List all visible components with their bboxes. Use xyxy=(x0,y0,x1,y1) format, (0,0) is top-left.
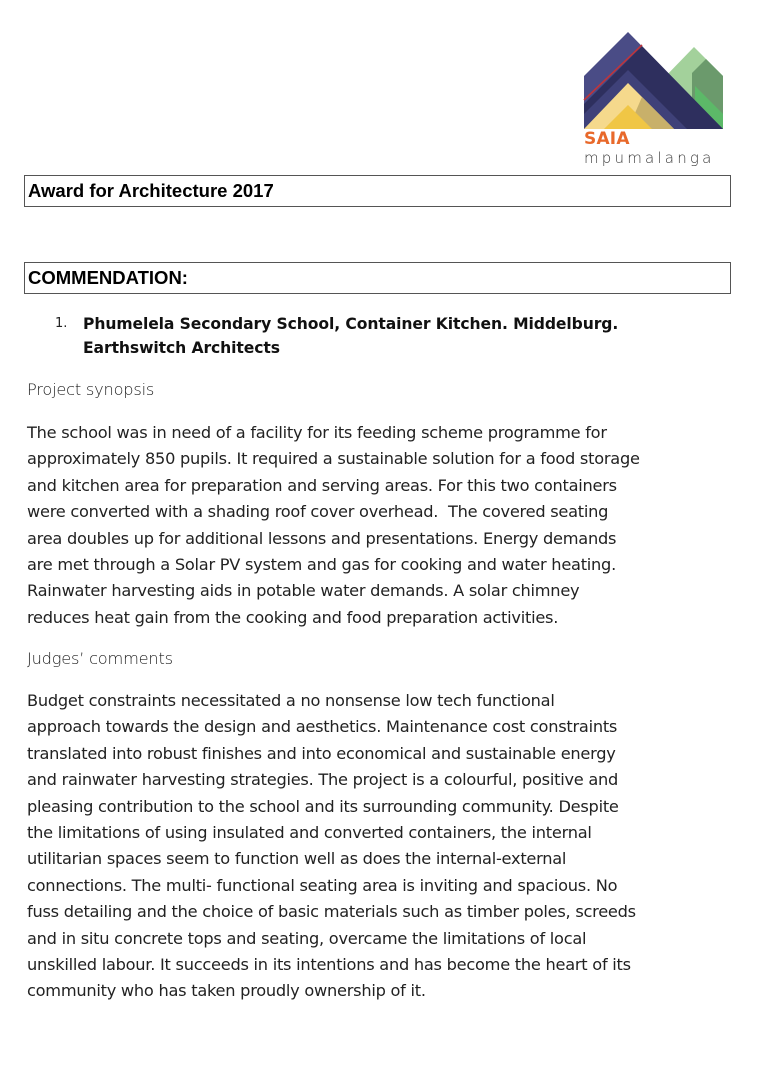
entry-title-line: Phumelela Secondary School, Container Kitchen. Middelburg. xyxy=(83,315,619,333)
synopsis-paragraph xyxy=(27,420,737,631)
mountain-roof-logo-icon xyxy=(582,30,728,132)
paragraph-line: and in situ concrete tops and seating, overcame the limitations of local xyxy=(27,928,587,948)
synopsis-label: Project synopsis xyxy=(27,380,155,399)
paragraph-line: are met through a Solar PV system and gas for cooking and water heating. xyxy=(27,555,616,575)
paragraph-line: translated into robust finishes and into economical and sustainable energy xyxy=(27,743,616,763)
paragraph-line: the limitations of using insulated and converted containers, the internal xyxy=(27,823,592,843)
judges-label: Judges’ comments xyxy=(27,649,173,668)
paragraph-line: utilitarian spaces seem to function well as does the internal-external xyxy=(27,849,567,869)
saia-mpumalanga-logo xyxy=(582,30,728,172)
commendation-heading-box xyxy=(24,262,731,294)
paragraph-line: Rainwater harvesting aids in potable water demands. A solar chimney xyxy=(27,581,580,601)
entry-title xyxy=(83,312,733,360)
paragraph-line: reduces heat gain from the cooking and food preparation activities. xyxy=(27,607,559,627)
paragraph-line: and kitchen area for preparation and serving areas. For this two containers xyxy=(27,475,617,495)
entry-architect-line: Earthswitch Architects xyxy=(83,339,280,357)
paragraph-line: approach towards the design and aesthetics. Maintenance cost constraints xyxy=(27,717,618,737)
paragraph-line: and rainwater harvesting strategies. The project is a colourful, positive and xyxy=(27,770,619,790)
paragraph-line: community who has taken proudly ownership of it. xyxy=(27,981,426,1001)
paragraph-line: approximately 850 pupils. It required a sustainable solution for a food storage xyxy=(27,449,640,469)
judges-paragraph xyxy=(27,688,737,1005)
entry-number: 1. xyxy=(55,316,68,331)
paragraph-line: fuss detailing and the choice of basic materials such as timber poles, screeds xyxy=(27,902,636,922)
award-heading: Award for Architecture 2017 xyxy=(28,180,274,201)
logo-region-text: mpumalanga xyxy=(584,149,715,167)
logo-saia-text: SAIA xyxy=(584,129,630,149)
commendation-heading: COMMENDATION: xyxy=(28,267,188,288)
paragraph-line: were converted with a shading roof cover overhead. The covered seating xyxy=(27,502,609,522)
paragraph-line: unskilled labour. It succeeds in its intentions and has become the heart of its xyxy=(27,955,631,975)
paragraph-line: connections. The multi- functional seating area is inviting and spacious. No xyxy=(27,875,618,895)
paragraph-line: pleasing contribution to the school and its surrounding community. Despite xyxy=(27,796,619,816)
paragraph-line: area doubles up for additional lessons and presentations. Energy demands xyxy=(27,528,617,548)
award-heading-box xyxy=(24,175,731,207)
paragraph-line: Budget constraints necessitated a no nonsense low tech functional xyxy=(27,691,555,710)
paragraph-line: The school was in need of a facility for its feeding scheme programme for xyxy=(27,423,607,442)
